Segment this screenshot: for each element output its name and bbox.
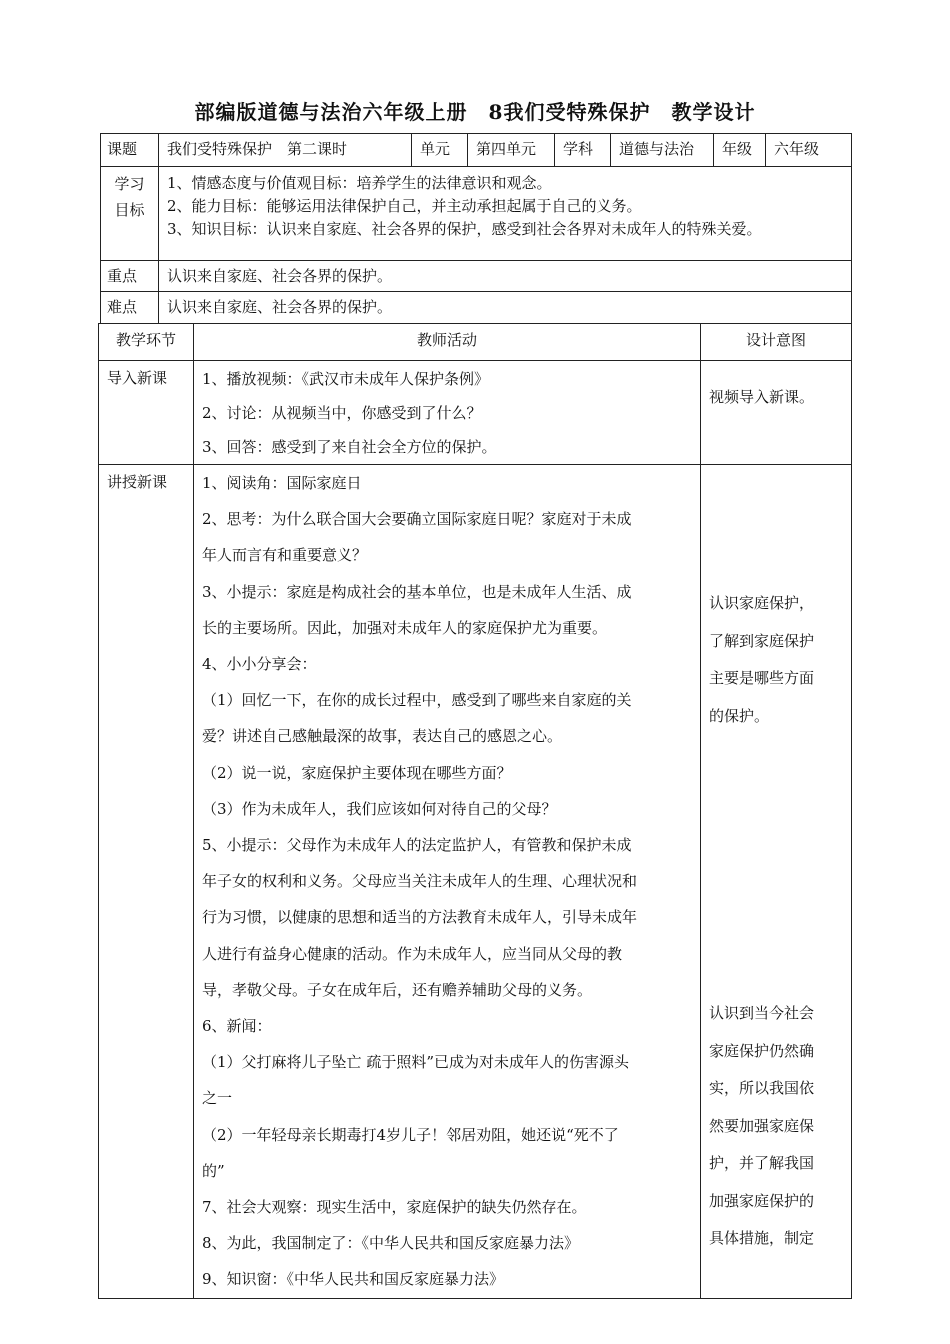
grade-label: 年级 [714, 134, 766, 167]
lecture-row [99, 465, 852, 1299]
teaching-plan-table [98, 323, 852, 1299]
activity-line: 7、社会大观察：现实生活中，家庭保护的缺失仍然存在。 [202, 1198, 587, 1217]
goals-label-line-2: 目标 [114, 201, 145, 219]
activity-line: 2、思考：为什么联合国大会要确立国际家庭日呢？家庭对于未成 [202, 510, 632, 529]
activity-line: 1、阅读角：国际家庭日 [202, 474, 362, 492]
topic-label: 课题 [101, 134, 159, 167]
activity-line: 年人而言有和重要意义？ [202, 546, 368, 565]
lecture-stage: 讲授新课 [99, 465, 194, 1299]
goal-item: 2、能力目标：能够运用法律保护自己，并主动承担起属于自己的义务。 [167, 197, 642, 215]
intent-line: 了解到家庭保护 [709, 631, 815, 650]
header-teacher-activity: 教师活动 [194, 324, 701, 361]
intro-stage: 导入新课 [99, 361, 194, 465]
intro-row [99, 361, 852, 465]
lecture-activities [194, 465, 701, 1299]
activity-line: 4、小小分享会： [202, 655, 317, 674]
intent-line: 实，所以我国依 [709, 1079, 815, 1097]
header-stage: 教学环节 [99, 324, 194, 361]
goal-item: 1、情感态度与价值观目标：培养学生的法律意识和观念。 [167, 174, 552, 192]
subject-value: 道德与法治 [611, 134, 714, 167]
activity-line: 3、小提示：家庭是构成社会的基本单位，也是未成年人生活、成 [202, 582, 632, 601]
intent-line: 认识到当今社会 [709, 1004, 815, 1022]
activity-line: 爱？讲述自己感触最深的故事，表达自己的感恩之心。 [202, 727, 563, 746]
key-point-value: 认识来自家庭、社会各界的保护。 [159, 261, 852, 292]
intent-line: 家庭保护仍然确 [709, 1041, 815, 1060]
activity-line: 之一 [202, 1089, 233, 1108]
goals-content [159, 167, 852, 261]
intent-line: 加强家庭保护的 [709, 1191, 815, 1210]
intent-line: 然要加强家庭保 [709, 1116, 815, 1135]
lecture-intent-family [709, 585, 839, 735]
unit-label: 单元 [412, 134, 468, 167]
activity-line: 的” [202, 1161, 225, 1180]
goals-row [101, 167, 852, 261]
goals-label-line-1: 学习 [114, 175, 145, 193]
intro-intent: 视频导入新课。 [701, 361, 852, 465]
activity-line: 人进行有益身心健康的活动。作为未成年人，应当同从父母的教 [202, 944, 623, 963]
activity-line: 5、小提示：父母作为未成年人的法定监护人，有管教和保护未成 [202, 836, 632, 855]
subject-label: 学科 [555, 134, 611, 167]
intent-line: 护，并了解我国 [709, 1154, 815, 1172]
activity-line: 导，孝敬父母。子女在成年后，还有赡养辅助父母的义务。 [202, 980, 593, 999]
lecture-intent [701, 465, 852, 1299]
grade-value: 六年级 [766, 134, 852, 167]
unit-value: 第四单元 [468, 134, 555, 167]
header-design-intent: 设计意图 [701, 324, 852, 361]
intent-line: 的保护。 [709, 706, 770, 725]
activity-line: （2）说一说，家庭保护主要体现在哪些方面？ [202, 763, 512, 782]
activity-line: 9、知识窗：《中华人民共和国反家庭暴力法》 [202, 1270, 505, 1289]
intro-activities [194, 361, 701, 465]
activity-line: 长的主要场所。因此，加强对未成年人的家庭保护尤为重要。 [202, 618, 608, 637]
activity-line: 年子女的权利和义务。父母应当关注未成年人的生理、心理状况和 [202, 872, 638, 891]
topic-row [101, 134, 852, 167]
activity-line: 2、讨论：从视频当中，你感受到了什么？ [202, 404, 482, 422]
difficulty-value: 认识来自家庭、社会各界的保护。 [159, 292, 852, 324]
page-title: 部编版道德与法治六年级上册 8我们受特殊保护 教学设计 [194, 100, 756, 124]
intent-line: 主要是哪些方面 [709, 669, 815, 687]
activity-line: 1、播放视频：《武汉市未成年人保护条例》 [202, 370, 490, 388]
difficulty-row [101, 292, 852, 324]
intent-line: 具体措施，制定 [709, 1229, 815, 1247]
activity-line: 3、回答：感受到了来自社会全方位的保护。 [202, 438, 497, 456]
topic-value: 我们受特殊保护 第二课时 [159, 134, 412, 167]
activity-line: （1）回忆一下，在你的成长过程中，感受到了哪些来自家庭的关 [202, 691, 632, 710]
activity-line: （3）作为未成年人，我们应该如何对待自己的父母？ [202, 799, 557, 818]
activity-line: 8、为此，我国制定了：《中华人民共和国反家庭暴力法》 [202, 1234, 580, 1253]
goals-label [101, 167, 159, 261]
activity-line: （2）一年轻母亲长期毒打4岁儿子！邻居劝阻，她还说“死不了 [202, 1125, 619, 1144]
lecture-intent-society [709, 995, 839, 1258]
goal-item: 3、知识目标：认识来自家庭、社会各界的保护，感受到社会各界对未成年人的特殊关爱。 [167, 220, 762, 238]
activity-line: （1）父打麻将儿子坠亡 疏于照料”已成为对未成年人的伤害源头 [202, 1053, 629, 1072]
activity-line: 6、新闻： [202, 1017, 272, 1036]
plan-header-row [99, 324, 852, 361]
intent-line: 认识家庭保护， [709, 594, 815, 612]
key-point-row [101, 261, 852, 292]
key-point-label: 重点 [101, 261, 159, 292]
activity-line: 行为习惯，以健康的思想和适当的方法教育未成年人，引导未成年 [202, 908, 638, 927]
lesson-info-table [100, 133, 852, 324]
difficulty-label: 难点 [101, 292, 159, 324]
